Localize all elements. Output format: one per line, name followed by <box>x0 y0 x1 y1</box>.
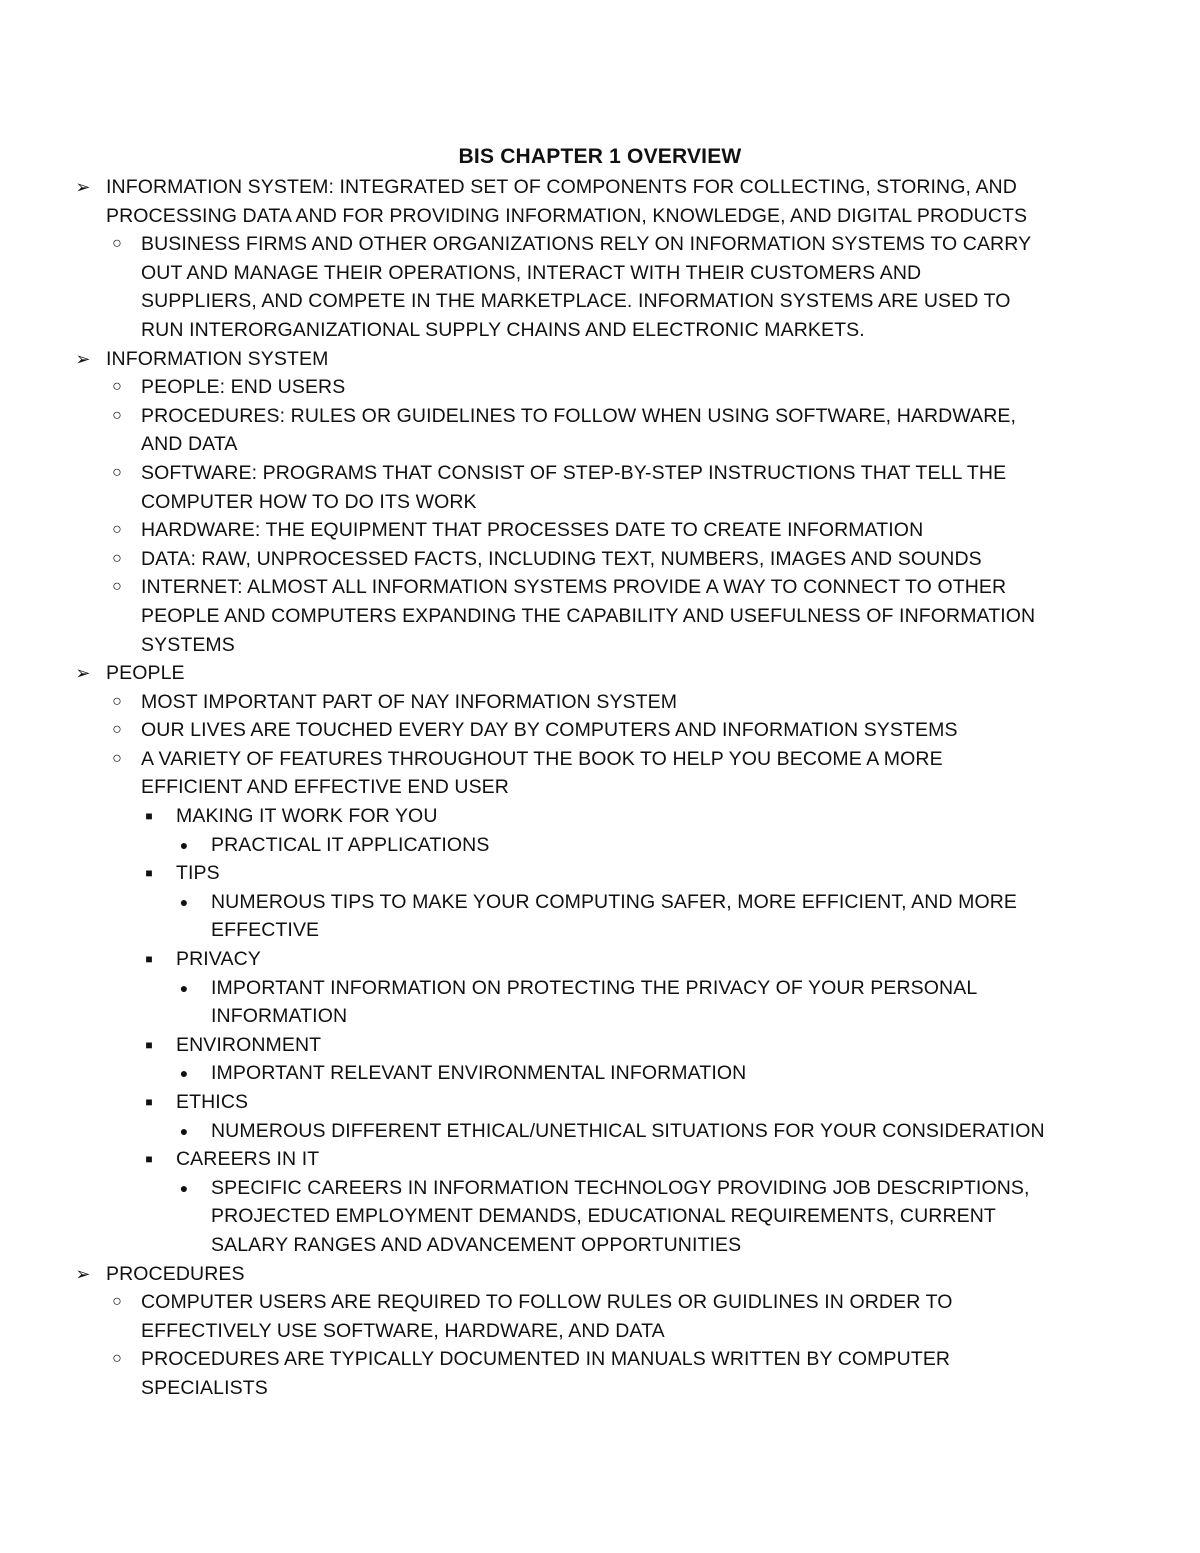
list-item-line: SYSTEMS <box>141 633 235 656</box>
list-item-line: NUMEROUS DIFFERENT ETHICAL/UNETHICAL SITUATIONS FOR YOUR CONSIDERATION <box>211 1119 1045 1142</box>
filled-dot-bullet-icon: ● <box>179 1122 189 1139</box>
list-item <box>0 1031 1200 1060</box>
list-item-line: MAKING IT WORK FOR YOU <box>176 805 438 828</box>
list-item <box>0 516 1200 545</box>
list-item <box>0 688 1200 717</box>
list-item-line: NUMEROUS TIPS TO MAKE YOUR COMPUTING SAFER, MORE EFFICIENT, AND MORE <box>211 890 1018 913</box>
list-item <box>0 1288 1200 1345</box>
list-item-line: IMPORTANT INFORMATION ON PROTECTING THE PRIVACY OF YOUR PERSONAL <box>211 976 978 999</box>
hollow-circle-bullet-icon: ○ <box>112 406 122 424</box>
hollow-circle-bullet-icon: ○ <box>112 378 122 396</box>
list-item-line: SALARY RANGES AND ADVANCEMENT OPPORTUNITIES <box>211 1233 742 1256</box>
list-item <box>0 716 1200 745</box>
arrowhead-bullet-icon: ➢ <box>75 177 91 197</box>
hollow-circle-bullet-icon: ○ <box>112 549 122 567</box>
list-item <box>0 573 1200 659</box>
list-item-line: ENVIRONMENT <box>176 1033 322 1056</box>
hollow-circle-bullet-icon: ○ <box>112 1293 122 1311</box>
list-item-line: OUT AND MANAGE THEIR OPERATIONS, INTERACT WITH THEIR CUSTOMERS AND <box>141 261 922 284</box>
list-item <box>0 974 1200 1031</box>
list-item-line: INFORMATION SYSTEM: INTEGRATED SET OF COMPONENTS FOR COLLECTING, STORING, AND <box>106 176 1017 198</box>
filled-square-bullet-icon: ■ <box>145 952 153 967</box>
list-item-line: MOST IMPORTANT PART OF NAY INFORMATION SYSTEM <box>141 690 678 713</box>
list-item-line: DATA: RAW, UNPROCESSED FACTS, INCLUDING TEXT, NUMBERS, IMAGES AND SOUNDS <box>141 547 982 570</box>
list-item <box>0 802 1200 831</box>
list-item-line: EFFICIENT AND EFFECTIVE END USER <box>141 776 509 799</box>
list-item-line: PRIVACY <box>176 948 261 971</box>
list-item-line: PROCEDURES ARE TYPICALLY DOCUMENTED IN MANUALS WRITTEN BY COMPUTER <box>141 1348 951 1371</box>
filled-square-bullet-icon: ■ <box>145 809 153 824</box>
list-item-line: RUN INTERORGANIZATIONAL SUPPLY CHAINS AND ELECTRONIC MARKETS. <box>141 318 865 341</box>
list-item-line: SPECIALISTS <box>141 1376 268 1399</box>
filled-square-bullet-icon: ■ <box>145 1152 153 1167</box>
list-item-line: SUPPLIERS, AND COMPETE IN THE MARKETPLACE. INFORMATION SYSTEMS ARE USED TO <box>141 290 1011 313</box>
list-item-line: PEOPLE AND COMPUTERS EXPANDING THE CAPABILITY AND USEFULNESS OF INFORMATION <box>141 604 1036 627</box>
arrowhead-bullet-icon: ➢ <box>75 663 91 684</box>
list-item <box>0 373 1200 402</box>
list-item <box>0 545 1200 574</box>
list-item <box>0 1145 1200 1174</box>
list-item-line: PRACTICAL IT APPLICATIONS <box>211 833 490 856</box>
list-item <box>0 745 1200 802</box>
list-item-line: COMPUTER HOW TO DO ITS WORK <box>141 490 477 513</box>
list-item-line: INTERNET: ALMOST ALL INFORMATION SYSTEMS PROVIDE A WAY TO CONNECT TO OTHER <box>141 576 1007 599</box>
filled-dot-bullet-icon: ● <box>179 1065 189 1082</box>
list-item-line: A VARIETY OF FEATURES THROUGHOUT THE BOOK TO HELP YOU BECOME A MORE <box>141 747 943 770</box>
list-item <box>0 459 1200 516</box>
hollow-circle-bullet-icon: ○ <box>112 749 122 767</box>
hollow-circle-bullet-icon: ○ <box>112 521 122 539</box>
list-item <box>0 859 1200 888</box>
list-item <box>0 1088 1200 1117</box>
list-item-line: ETHICS <box>176 1091 249 1113</box>
list-item <box>0 1059 1200 1088</box>
list-item-line: OUR LIVES ARE TOUCHED EVERY DAY BY COMPUTERS AND INFORMATION SYSTEMS <box>141 719 958 742</box>
list-item <box>0 1260 1200 1289</box>
list-item-line: EFFECTIVELY USE SOFTWARE, HARDWARE, AND DATA <box>141 1319 665 1342</box>
page-title: BIS CHAPTER 1 OVERVIEW <box>458 145 742 168</box>
list-item-line: IMPORTANT RELEVANT ENVIRONMENTAL INFORMATION <box>211 1062 747 1085</box>
list-item <box>0 831 1200 860</box>
hollow-circle-bullet-icon: ○ <box>112 692 122 710</box>
list-item <box>0 230 1200 344</box>
list-item-line: PEOPLE <box>106 662 185 685</box>
hollow-circle-bullet-icon: ○ <box>112 721 122 739</box>
filled-dot-bullet-icon: ● <box>179 893 189 910</box>
list-item <box>0 888 1200 945</box>
list-item-line: TIPS <box>176 862 220 885</box>
arrowhead-bullet-icon: ➢ <box>75 348 91 369</box>
hollow-circle-bullet-icon: ○ <box>112 578 122 596</box>
list-item <box>0 345 1200 374</box>
list-item-line: SPECIFIC CAREERS IN INFORMATION TECHNOLOGY PROVIDING JOB DESCRIPTIONS, <box>211 1176 1030 1199</box>
list-item-line: EFFECTIVE <box>211 919 320 942</box>
list-item-line: COMPUTER USERS ARE REQUIRED TO FOLLOW RULES OR GUIDLINES IN ORDER TO <box>141 1291 953 1314</box>
list-item <box>0 659 1200 688</box>
hollow-circle-bullet-icon: ○ <box>112 235 122 253</box>
filled-square-bullet-icon: ■ <box>145 866 153 881</box>
list-item-line: PROCESSING DATA AND FOR PROVIDING INFORMATION, KNOWLEDGE, AND DIGITAL PRODUCTS <box>106 204 1028 227</box>
list-item-line: INFORMATION SYSTEM <box>106 347 329 370</box>
list-item-line: HARDWARE: THE EQUIPMENT THAT PROCESSES DATE TO CREATE INFORMATION <box>141 519 924 542</box>
list-item <box>0 173 1200 230</box>
list-item <box>0 1345 1200 1402</box>
hollow-circle-bullet-icon: ○ <box>112 1350 122 1368</box>
outline-list <box>0 173 1200 1403</box>
list-item <box>0 1174 1200 1260</box>
list-item-line: AND DATA <box>141 433 238 456</box>
list-item-line: PROCEDURES: RULES OR GUIDELINES TO FOLLOW WHEN USING SOFTWARE, HARDWARE, <box>141 404 1017 427</box>
filled-square-bullet-icon: ■ <box>145 1037 153 1052</box>
arrowhead-bullet-icon: ➢ <box>75 1263 91 1284</box>
list-item <box>0 402 1200 459</box>
list-item-line: PEOPLE: END USERS <box>141 376 346 399</box>
list-item-line: PROCEDURES <box>106 1262 245 1285</box>
filled-dot-bullet-icon: ● <box>179 836 189 853</box>
hollow-circle-bullet-icon: ○ <box>112 463 122 481</box>
list-item-line: INFORMATION <box>211 1005 348 1028</box>
list-item-line: BUSINESS FIRMS AND OTHER ORGANIZATIONS RELY ON INFORMATION SYSTEMS TO CARRY <box>141 233 1032 256</box>
list-item-line: CAREERS IN IT <box>176 1148 320 1171</box>
filled-square-bullet-icon: ■ <box>145 1095 153 1109</box>
filled-dot-bullet-icon: ● <box>179 1179 189 1196</box>
list-item <box>0 1117 1200 1146</box>
list-item <box>0 945 1200 974</box>
list-item-line: PROJECTED EMPLOYMENT DEMANDS, EDUCATIONAL REQUIREMENTS, CURRENT <box>211 1205 996 1228</box>
filled-dot-bullet-icon: ● <box>179 979 189 996</box>
list-item-line: SOFTWARE: PROGRAMS THAT CONSIST OF STEP-BY-STEP INSTRUCTIONS THAT TELL THE <box>141 461 1007 484</box>
